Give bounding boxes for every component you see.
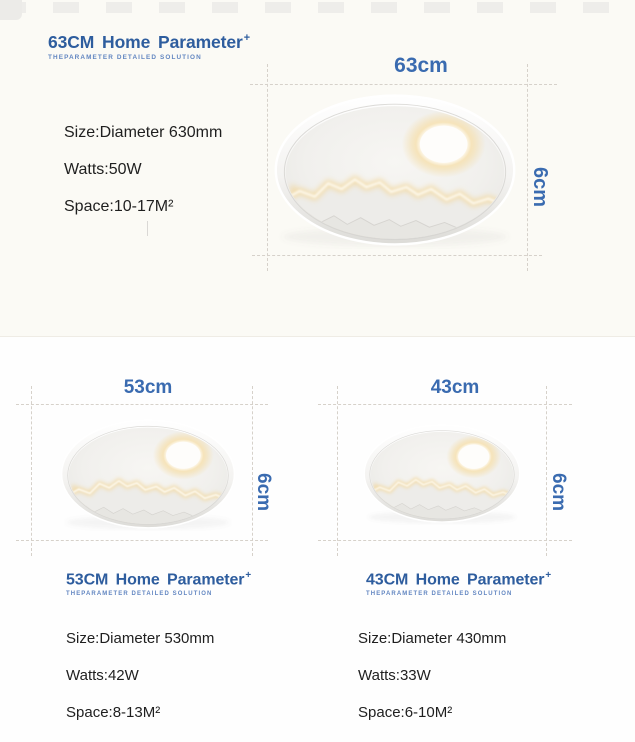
section-title-63-text: 63CM Home Parameter — [48, 32, 243, 52]
section-title-43-text: 43CM Home Parameter — [366, 571, 545, 589]
dim-line-right-63 — [527, 64, 528, 271]
section-title-53 — [66, 571, 251, 589]
plus-mark-43: + — [545, 570, 552, 581]
height-label-63: 6cm — [529, 167, 551, 208]
section-subtitle-63: THEPARAMETER DETAILED SOLUTION — [48, 54, 202, 62]
dim-line-bottom-53 — [16, 540, 268, 541]
width-label-43: 43cm — [430, 377, 480, 398]
dim-line-right-43 — [546, 386, 547, 556]
spec-space-43: Space:6-10M² — [358, 704, 453, 721]
spec-watts-63: Watts:50W — [64, 161, 142, 178]
dim-line-top-43 — [318, 404, 572, 405]
ceiling-lamp-image-63 — [271, 91, 519, 249]
spec-size-43: Size:Diameter 430mm — [358, 630, 507, 647]
spec-size-63: Size:Diameter 630mm — [64, 124, 223, 141]
dim-line-left-43 — [337, 386, 338, 556]
width-label-53: 53cm — [123, 377, 173, 398]
section-subtitle-43: THEPARAMETER DETAILED SOLUTION — [366, 590, 513, 597]
spec-space-53: Space:8-13M² — [66, 704, 161, 721]
header-53 — [66, 571, 251, 597]
spec-watts-43: Watts:33W — [358, 667, 431, 684]
spec-list-53 — [66, 630, 214, 741]
spec-watts-53: Watts:42W — [66, 667, 139, 684]
section-title-43 — [366, 571, 551, 589]
dim-line-bottom-63 — [252, 255, 542, 256]
section-subtitle-53: THEPARAMETER DETAILED SOLUTION — [66, 590, 213, 597]
spec-list-63 — [64, 124, 222, 235]
guide-tick-63 — [147, 221, 148, 236]
spec-size-53: Size:Diameter 530mm — [66, 630, 215, 647]
dim-line-right-53 — [252, 386, 253, 556]
header-43 — [366, 571, 551, 597]
width-label-63: 63cm — [394, 54, 448, 77]
dim-line-top-53 — [16, 404, 268, 405]
dim-line-top-63 — [250, 84, 557, 85]
height-label-53: 6cm — [253, 473, 274, 512]
spec-list-43 — [358, 630, 506, 741]
top-border-pattern — [0, 2, 635, 13]
plus-mark-63: + — [243, 32, 250, 45]
header-63 — [48, 33, 250, 61]
spec-space-63: Space:10-17M² — [64, 198, 174, 215]
ceiling-lamp-image-53 — [58, 417, 238, 531]
ceiling-lamp-image-43 — [361, 422, 523, 525]
dim-line-left-53 — [31, 386, 32, 556]
dim-line-bottom-43 — [318, 540, 572, 541]
plus-mark-53: + — [245, 570, 252, 581]
section-title-63 — [48, 33, 250, 52]
height-label-43: 6cm — [548, 473, 569, 512]
dim-line-left-63 — [267, 64, 268, 271]
top-left-corner-block — [0, 0, 22, 20]
section-title-53-text: 53CM Home Parameter — [66, 571, 245, 589]
